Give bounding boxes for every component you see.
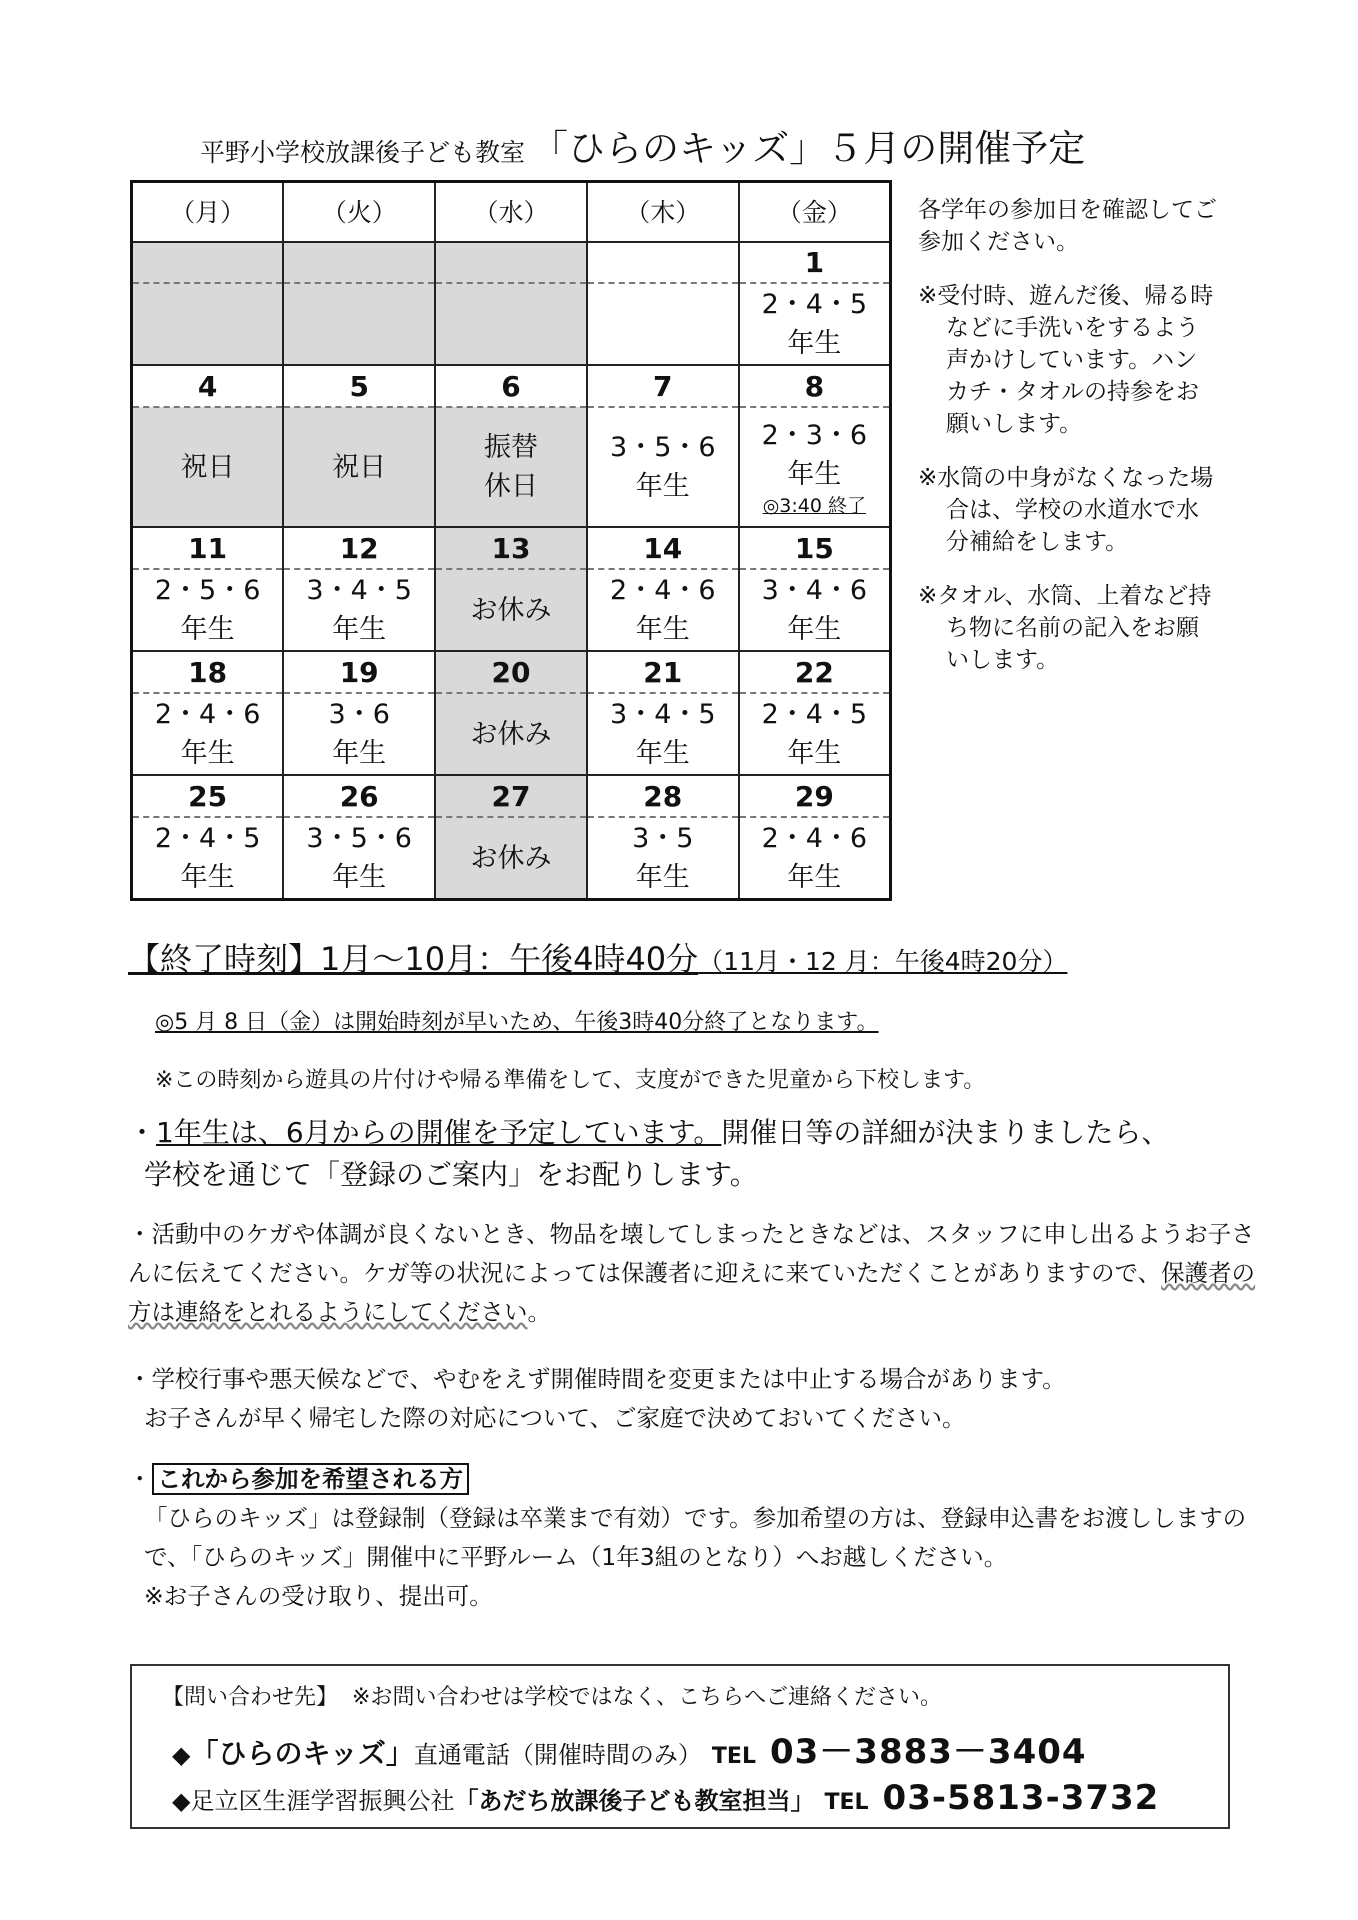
calendar-week2-dates	[132, 365, 891, 407]
contact-kids-line	[172, 1724, 1087, 1773]
grade-suffix: 年生	[787, 862, 842, 893]
grades: 2・4・6	[154, 699, 261, 730]
office-phone-number: 03-5813-3732	[882, 1778, 1160, 1818]
grade-suffix: 年生	[787, 459, 842, 490]
contact-header	[162, 1680, 942, 1711]
calendar-week5-dates	[132, 775, 891, 817]
side-notes	[918, 194, 1218, 698]
calendar-cell-empty	[587, 283, 739, 365]
calendar-date: 21	[587, 651, 739, 693]
calendar-cell-holiday: 祝日	[283, 407, 435, 527]
side-note-water: ※水筒の中身がなくなった場合は、学校の水道水で水分補給をします。	[918, 465, 1214, 555]
calendar-date: 27	[435, 775, 587, 817]
calendar-date: 12	[283, 527, 435, 569]
calendar-cell-empty	[283, 283, 435, 365]
first-grade-start: 1年生は、6月からの開催を予定しています。	[156, 1116, 722, 1149]
calendar-date: 18	[132, 651, 284, 693]
calendar-cell-closed: お休み	[435, 569, 587, 651]
schedule-calendar	[130, 180, 892, 901]
calendar-day-header	[132, 182, 891, 243]
grades: 3・4・5	[306, 575, 412, 606]
day-fri: （金）	[739, 182, 891, 243]
first-grade-detail: 開催日等の詳細が決まりましたら、	[721, 1116, 1170, 1149]
schedule-change-text: ・学校行事や悪天候などで、やむをえず開催時間を変更または中止する場合があります。	[128, 1365, 1066, 1393]
day-mon: （月）	[132, 182, 284, 243]
office-org: ◆足立区生涯学習振興公社	[172, 1787, 455, 1815]
calendar-date: 20	[435, 651, 587, 693]
kids-name: 「ひらのキッズ」	[190, 1737, 414, 1770]
diamond-icon: ◆	[172, 1741, 191, 1769]
grade-suffix: 年生	[180, 862, 235, 893]
grade-suffix: 年生	[635, 471, 690, 502]
calendar-date: 25	[132, 775, 284, 817]
pickup-note: ※お子さんの受け取り、提出可。	[144, 1582, 493, 1610]
new-participant-heading: これから参加を希望される方	[152, 1463, 470, 1495]
calendar-date: 1	[739, 242, 891, 283]
calendar-cell	[739, 693, 891, 775]
grade-suffix: 年生	[332, 614, 387, 645]
grades: 2・4・6	[610, 575, 716, 606]
calendar-cell-closed: お休み	[435, 693, 587, 775]
contact-box	[130, 1664, 1230, 1829]
calendar-week3-dates	[132, 527, 891, 569]
calendar-cell	[132, 817, 284, 900]
grade-suffix: 年生	[787, 738, 842, 769]
direct-line-label: 直通電話（開催時間のみ）	[413, 1741, 702, 1769]
grades: 2・4・5	[761, 699, 868, 730]
calendar-cell-empty	[435, 283, 587, 365]
title-school: 平野小学校放課後子ども教室	[200, 138, 526, 167]
calendar-cell	[739, 817, 891, 900]
first-grade-notice	[128, 1112, 1278, 1196]
end-time-main: 【終了時刻】1月～10月：午後4時40分	[128, 940, 699, 978]
calendar-cell	[283, 693, 435, 775]
calendar-date: 5	[283, 365, 435, 407]
title-main: 「ひらのキッズ」５月の開催予定	[531, 127, 1086, 170]
injury-text: ・活動中のケガや体調が良くないとき、物品を壊してしまったときなどは、スタッフに申し出るようお子さんに伝えてください。ケガ等の状況によっては保護者に迎えに来ていただくことがありますので、	[128, 1220, 1255, 1287]
calendar-cell	[283, 817, 435, 900]
calendar-date: 19	[283, 651, 435, 693]
grades: 3・5・6	[306, 823, 412, 854]
grades: 3・4・6	[761, 575, 868, 606]
grade-suffix: 年生	[180, 614, 235, 645]
calendar-date: 28	[587, 775, 739, 817]
period: 。	[527, 1298, 551, 1326]
first-grade-registration: 学校を通じて「登録のご案内」をお配りします。	[144, 1158, 758, 1191]
calendar-cell	[132, 569, 284, 651]
tel-label: TEL	[824, 1790, 869, 1815]
grade-suffix: 年生	[787, 328, 842, 359]
calendar-date: 7	[587, 365, 739, 407]
contact-note: ※お問い合わせは学校ではなく、こちらへご連絡ください。	[352, 1685, 943, 1710]
grades: 2・4・6	[761, 823, 868, 854]
day-thu: （木）	[587, 182, 739, 243]
grades: 2・5・6	[154, 575, 261, 606]
grades: 2・3・6	[761, 420, 868, 451]
bullet: ・	[128, 1465, 152, 1493]
calendar-cell-empty	[283, 242, 435, 283]
calendar-date: 11	[132, 527, 284, 569]
new-participant-notice	[128, 1460, 1278, 1616]
grade-suffix: 年生	[787, 614, 842, 645]
grade-suffix: 年生	[332, 862, 387, 893]
calendar-cell	[283, 569, 435, 651]
day-tue: （火）	[283, 182, 435, 243]
calendar-date: 14	[587, 527, 739, 569]
contact-office-line	[172, 1778, 1159, 1818]
calendar-cell	[739, 283, 891, 365]
calendar-cell-holiday	[435, 407, 587, 527]
kids-phone-number: 03－3883－3404	[769, 1732, 1087, 1772]
grade-suffix: 年生	[332, 738, 387, 769]
calendar-date: 13	[435, 527, 587, 569]
side-note-check-days: 各学年の参加日を確認してご参加ください。	[918, 197, 1217, 255]
calendar-cell-empty	[435, 242, 587, 283]
grades: 3・6	[328, 699, 390, 730]
calendar-week2-content	[132, 407, 891, 527]
calendar-week1-content	[132, 283, 891, 365]
grades: 2・4・5	[761, 289, 868, 320]
calendar-cell-empty	[132, 242, 284, 283]
calendar-date: 15	[739, 527, 891, 569]
schedule-change-notice	[128, 1360, 1278, 1438]
calendar-date: 6	[435, 365, 587, 407]
grades: 3・4・5	[610, 699, 716, 730]
grade-suffix: 年生	[635, 862, 690, 893]
grades: 3・5	[632, 823, 694, 854]
calendar-cell	[587, 407, 739, 527]
early-return-text: お子さんが早く帰宅した際の対応について、ご家庭で決めておいてください。	[144, 1404, 966, 1432]
grades: 2・4・5	[154, 823, 261, 854]
calendar-week4-content	[132, 693, 891, 775]
grade-suffix: 年生	[635, 614, 690, 645]
holiday-label: 振替	[483, 432, 538, 463]
early-end-notice: ◎5 月 8 日（金）は開始時刻が早いため、午後3時40分終了となります。	[155, 1010, 879, 1035]
calendar-date: 4	[132, 365, 284, 407]
bullet: ・	[128, 1116, 157, 1149]
day-wed: （水）	[435, 182, 587, 243]
calendar-date: 8	[739, 365, 891, 407]
calendar-week5-content	[132, 817, 891, 900]
grade-suffix: 年生	[635, 738, 690, 769]
calendar-week4-dates	[132, 651, 891, 693]
contact-title: 【問い合わせ先】	[162, 1685, 339, 1710]
calendar-cell-empty	[587, 242, 739, 283]
holiday-label: 休日	[483, 471, 538, 502]
side-note-names: ※タオル、水筒、上着など持ち物に名前の記入をお願いします。	[918, 583, 1212, 673]
calendar-cell	[587, 693, 739, 775]
registration-text: 「ひらのキッズ」は登録制（登録は卒業まで有効）です。参加希望の方は、登録申込書をお渡ししますので、「ひらのキッズ」開催中に平野ルーム（1年3組のとなり）へお越しください。	[144, 1504, 1247, 1571]
tel-label: TEL	[711, 1744, 756, 1769]
page-title	[200, 118, 1085, 172]
calendar-cell	[132, 693, 284, 775]
guardian-contact-text: 保護者の方は連絡をとれるようにしてください	[128, 1259, 1256, 1326]
calendar-cell-empty	[132, 283, 284, 365]
calendar-cell	[739, 407, 891, 527]
calendar-date: 29	[739, 775, 891, 817]
calendar-cell-holiday: 祝日	[132, 407, 284, 527]
office-name: 「あだち放課後子ども教室担当」	[454, 1787, 815, 1815]
injury-notice	[128, 1215, 1278, 1332]
grade-suffix: 年生	[180, 738, 235, 769]
calendar-week1-dates	[132, 242, 891, 283]
calendar-cell	[587, 569, 739, 651]
early-end-note: ◎3:40 終了	[762, 495, 866, 517]
calendar-cell	[587, 817, 739, 900]
end-time-winter: （11月・12 月：午後4時20分）	[698, 947, 1068, 976]
calendar-date: 22	[739, 651, 891, 693]
grades: 3・5・6	[610, 432, 716, 463]
end-time	[128, 934, 1067, 980]
calendar-week3-content	[132, 569, 891, 651]
calendar-cell	[739, 569, 891, 651]
side-note-handwash: ※受付時、遊んだ後、帰る時などに手洗いをするよう声かけしています。ハンカチ・タオルの持参をお願いします。	[918, 283, 1214, 437]
dismissal-notice: ※この時刻から遊具の片付けや帰る準備をして、支度ができた児童から下校します。	[155, 1068, 986, 1093]
calendar-date: 26	[283, 775, 435, 817]
calendar-cell-closed: お休み	[435, 817, 587, 900]
